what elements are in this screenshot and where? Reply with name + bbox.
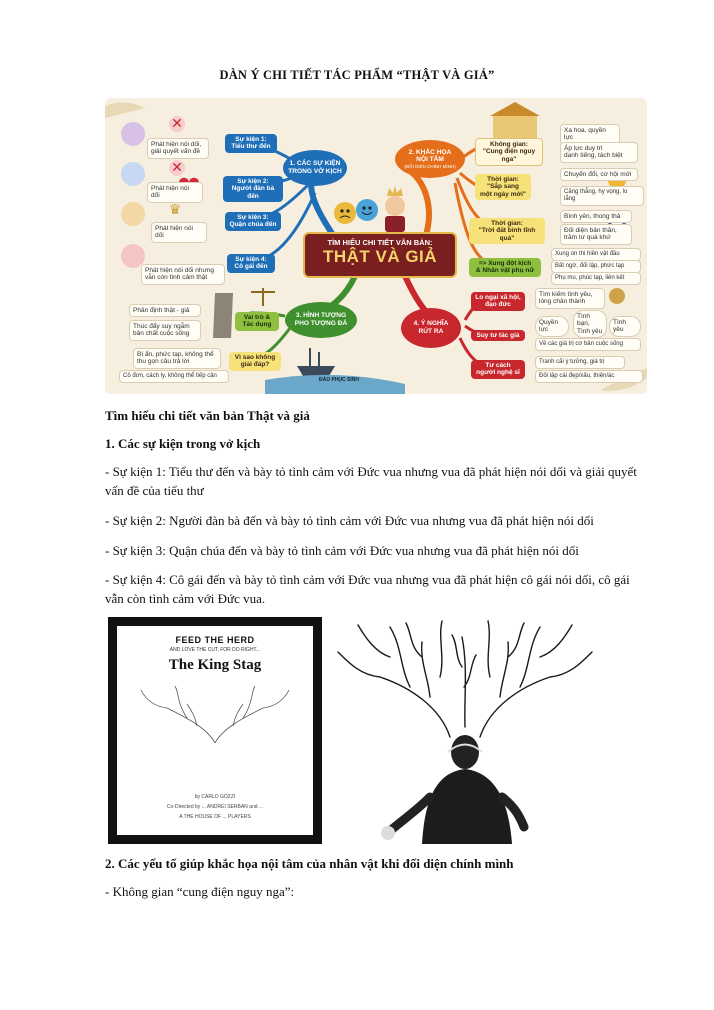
crown-icon: ♛	[168, 202, 182, 218]
central-title: THẬT VÀ GIẢ	[322, 247, 438, 266]
space-note-2: Áp lực duy trì danh tiếng, tách biệt	[560, 142, 638, 163]
cross-icon: ✕	[169, 160, 185, 176]
event3-node: Sự kiện 3: Quận chúa đến	[225, 212, 281, 231]
cross-icon: ✕	[169, 116, 185, 132]
time1-node: Thời gian: "Sắp sang một ngày mới"	[475, 174, 531, 200]
event4-note: Phát hiện nói dối nhưng vẫn còn tình cảm thật	[141, 264, 225, 285]
woman-figure-icon	[121, 162, 145, 186]
woman-figure-icon	[121, 122, 145, 146]
event4-node: Sự kiện 4: Cô gái đến	[227, 254, 275, 273]
artist-note-2: Đối lập cái đẹp/xấu, thiện/ác	[535, 370, 643, 383]
space-node: Không gian: "Cung điện nguy nga"	[475, 138, 543, 166]
artist-node: Tư cách người nghệ sĩ	[471, 360, 525, 379]
poster-line-1: FEED THE HERD	[175, 635, 255, 645]
time2-note-1: Bình yên, thong thả	[560, 210, 632, 223]
poster-title: The King Stag	[168, 657, 262, 673]
conflict-node: => Xung đột kịch & Nhân vật phụ nữ	[469, 258, 541, 277]
social-note: Tìm kiếm tình yêu, lòng chân thành	[535, 288, 605, 309]
poster-inner	[117, 626, 313, 835]
role-note-1: Phân định thật - giả	[129, 304, 201, 317]
poster-line-5: A THE HOUSE OF ... PLAYERS	[179, 814, 251, 820]
artist-note-1: Tranh cãi ý tưởng, giá trị	[535, 356, 625, 369]
conflict-note-3: Phụ mu, phúc tạp, liên kết	[551, 272, 641, 285]
think-node: Suy tư tác giả	[471, 330, 525, 341]
event2-node: Sự kiện 2: Người đàn bà đến	[223, 176, 283, 202]
island-label: ĐẢO PHỤC SINH	[318, 377, 359, 383]
page-title: DÀN Ý CHI TIẾT TÁC PHẨM “THẬT VÀ GIẢ”	[219, 68, 495, 82]
role-note-2: Thúc đẩy suy ngẫm bản chất cuộc sống	[129, 320, 201, 341]
branch-4-meaning: 4. Ý NGHĨA RÚT RA	[401, 308, 461, 348]
branch-2-label: 2. KHẮC HỌA NỘI TÂM	[408, 148, 452, 164]
why-note-2: Cô đơn, cách ly, không thể tiếp cận	[119, 370, 229, 383]
section2-heading: 2. Các yếu tố giúp khắc họa nội tâm của nhân vật khi đối diện chính mình	[105, 856, 514, 871]
branch-1-events: 1. CÁC SỰ KIỆN TRONG VỞ KỊCH	[283, 150, 347, 186]
mindmap-image	[105, 98, 647, 394]
branch-2-sublabel: (ĐỐI DIỆN CHÍNH MÌNH)	[404, 163, 456, 169]
why-node: Vì sao không giải đáp?	[229, 352, 281, 371]
poster-antler-art	[117, 678, 313, 748]
event-4-paragraph: - Sự kiện 4: Cô gái đến và bày tỏ tình cảm với Đức vua nhưng vua đã phát hiện cô gái nói dối, cô gái vẫn còn tình cảm với Đức vua.	[105, 572, 630, 606]
time1-note-1: Chuyển đổi, cơ hội mới	[560, 168, 638, 181]
event-2-paragraph: - Sự kiện 2: Người đàn bà đến và bày tỏ tình cảm với Đức vua nhưng vua đã phát hiện nói dối	[105, 513, 594, 528]
why-note-1: Bí ẩn, phức tạp, không thể thu gọn câu trả lời	[133, 348, 221, 369]
event2-note: Phát hiện nói dối	[147, 182, 203, 203]
central-subtitle: TÌM HIỂU CHI TIẾT VĂN BẢN:	[327, 238, 433, 247]
event1-note: Phát hiện nói dối, giải quyết vấn đề	[147, 138, 209, 159]
event3-note: Phát hiện nói dối	[151, 222, 207, 243]
poster-line-4: Co-Directed by ... ANDREI SERBAN and ...	[166, 804, 264, 810]
time2-note-2: Đối diện bản thân, trăm tư quá khứ	[560, 224, 632, 245]
social-node: Lo ngại xã hội, đạo đức	[471, 292, 525, 311]
think-note-4: Về các giá trị cơ bản cuộc sống	[535, 338, 641, 351]
space-note-1: Xa hoa, quyền lực	[560, 124, 620, 145]
king-stag-poster	[108, 617, 322, 844]
role-node: Vai trò & Tác dụng	[235, 312, 279, 331]
branch-3-statue: 3. HÌNH TƯỢNG PHO TƯỢNG ĐÁ	[285, 302, 357, 338]
poster-line-2: AND LOVE THE CUT, FOR DO RIGHT...	[169, 647, 261, 653]
section1-heading: 1. Các sự kiện trong vở kịch	[105, 436, 261, 451]
think-note-2: Tình bạn, Tình yêu	[573, 310, 607, 338]
time2-node: Thời gian: "Trời đất bình tĩnh quá"	[469, 218, 545, 244]
event1-node: Sự kiện 1: Tiểu thư đến	[225, 134, 277, 153]
princess-figure-icon	[121, 202, 145, 226]
branch-2-inner	[395, 140, 465, 178]
poster-line-3: by CARLO GOZZI	[194, 794, 236, 800]
event-3-paragraph: - Sự kiện 3: Quận chúa đến và bày tỏ tình cảm với Đức vua nhưng vua đã phát hiện nói dối	[105, 543, 579, 558]
conflict-note-2: Bất ngờ, đối lập, phức tạp	[551, 260, 641, 273]
conflict-note-1: Xung on thi hiền vật đầu	[551, 248, 641, 261]
actor-antlers-photo	[330, 617, 606, 844]
think-note-1: Quyền lực	[535, 316, 569, 337]
antlers-silhouette	[330, 617, 606, 844]
think-note-3: Tình yêu	[609, 316, 641, 337]
time1-note-2: Căng thẳng, hy vọng, lo lắng	[560, 186, 644, 206]
section-intro-heading: Tìm hiểu chi tiết văn bản Thật và giả	[105, 408, 310, 423]
section2-item-1: - Không gian “cung điện nguy nga”:	[105, 884, 295, 899]
central-topic	[303, 232, 457, 278]
event-1-paragraph: - Sự kiện 1: Tiểu thư đến và bày tỏ tình cảm với Đức vua nhưng vua đã phát hiện nói dối và giải quyết vấn đề của tiểu thư	[105, 464, 637, 498]
